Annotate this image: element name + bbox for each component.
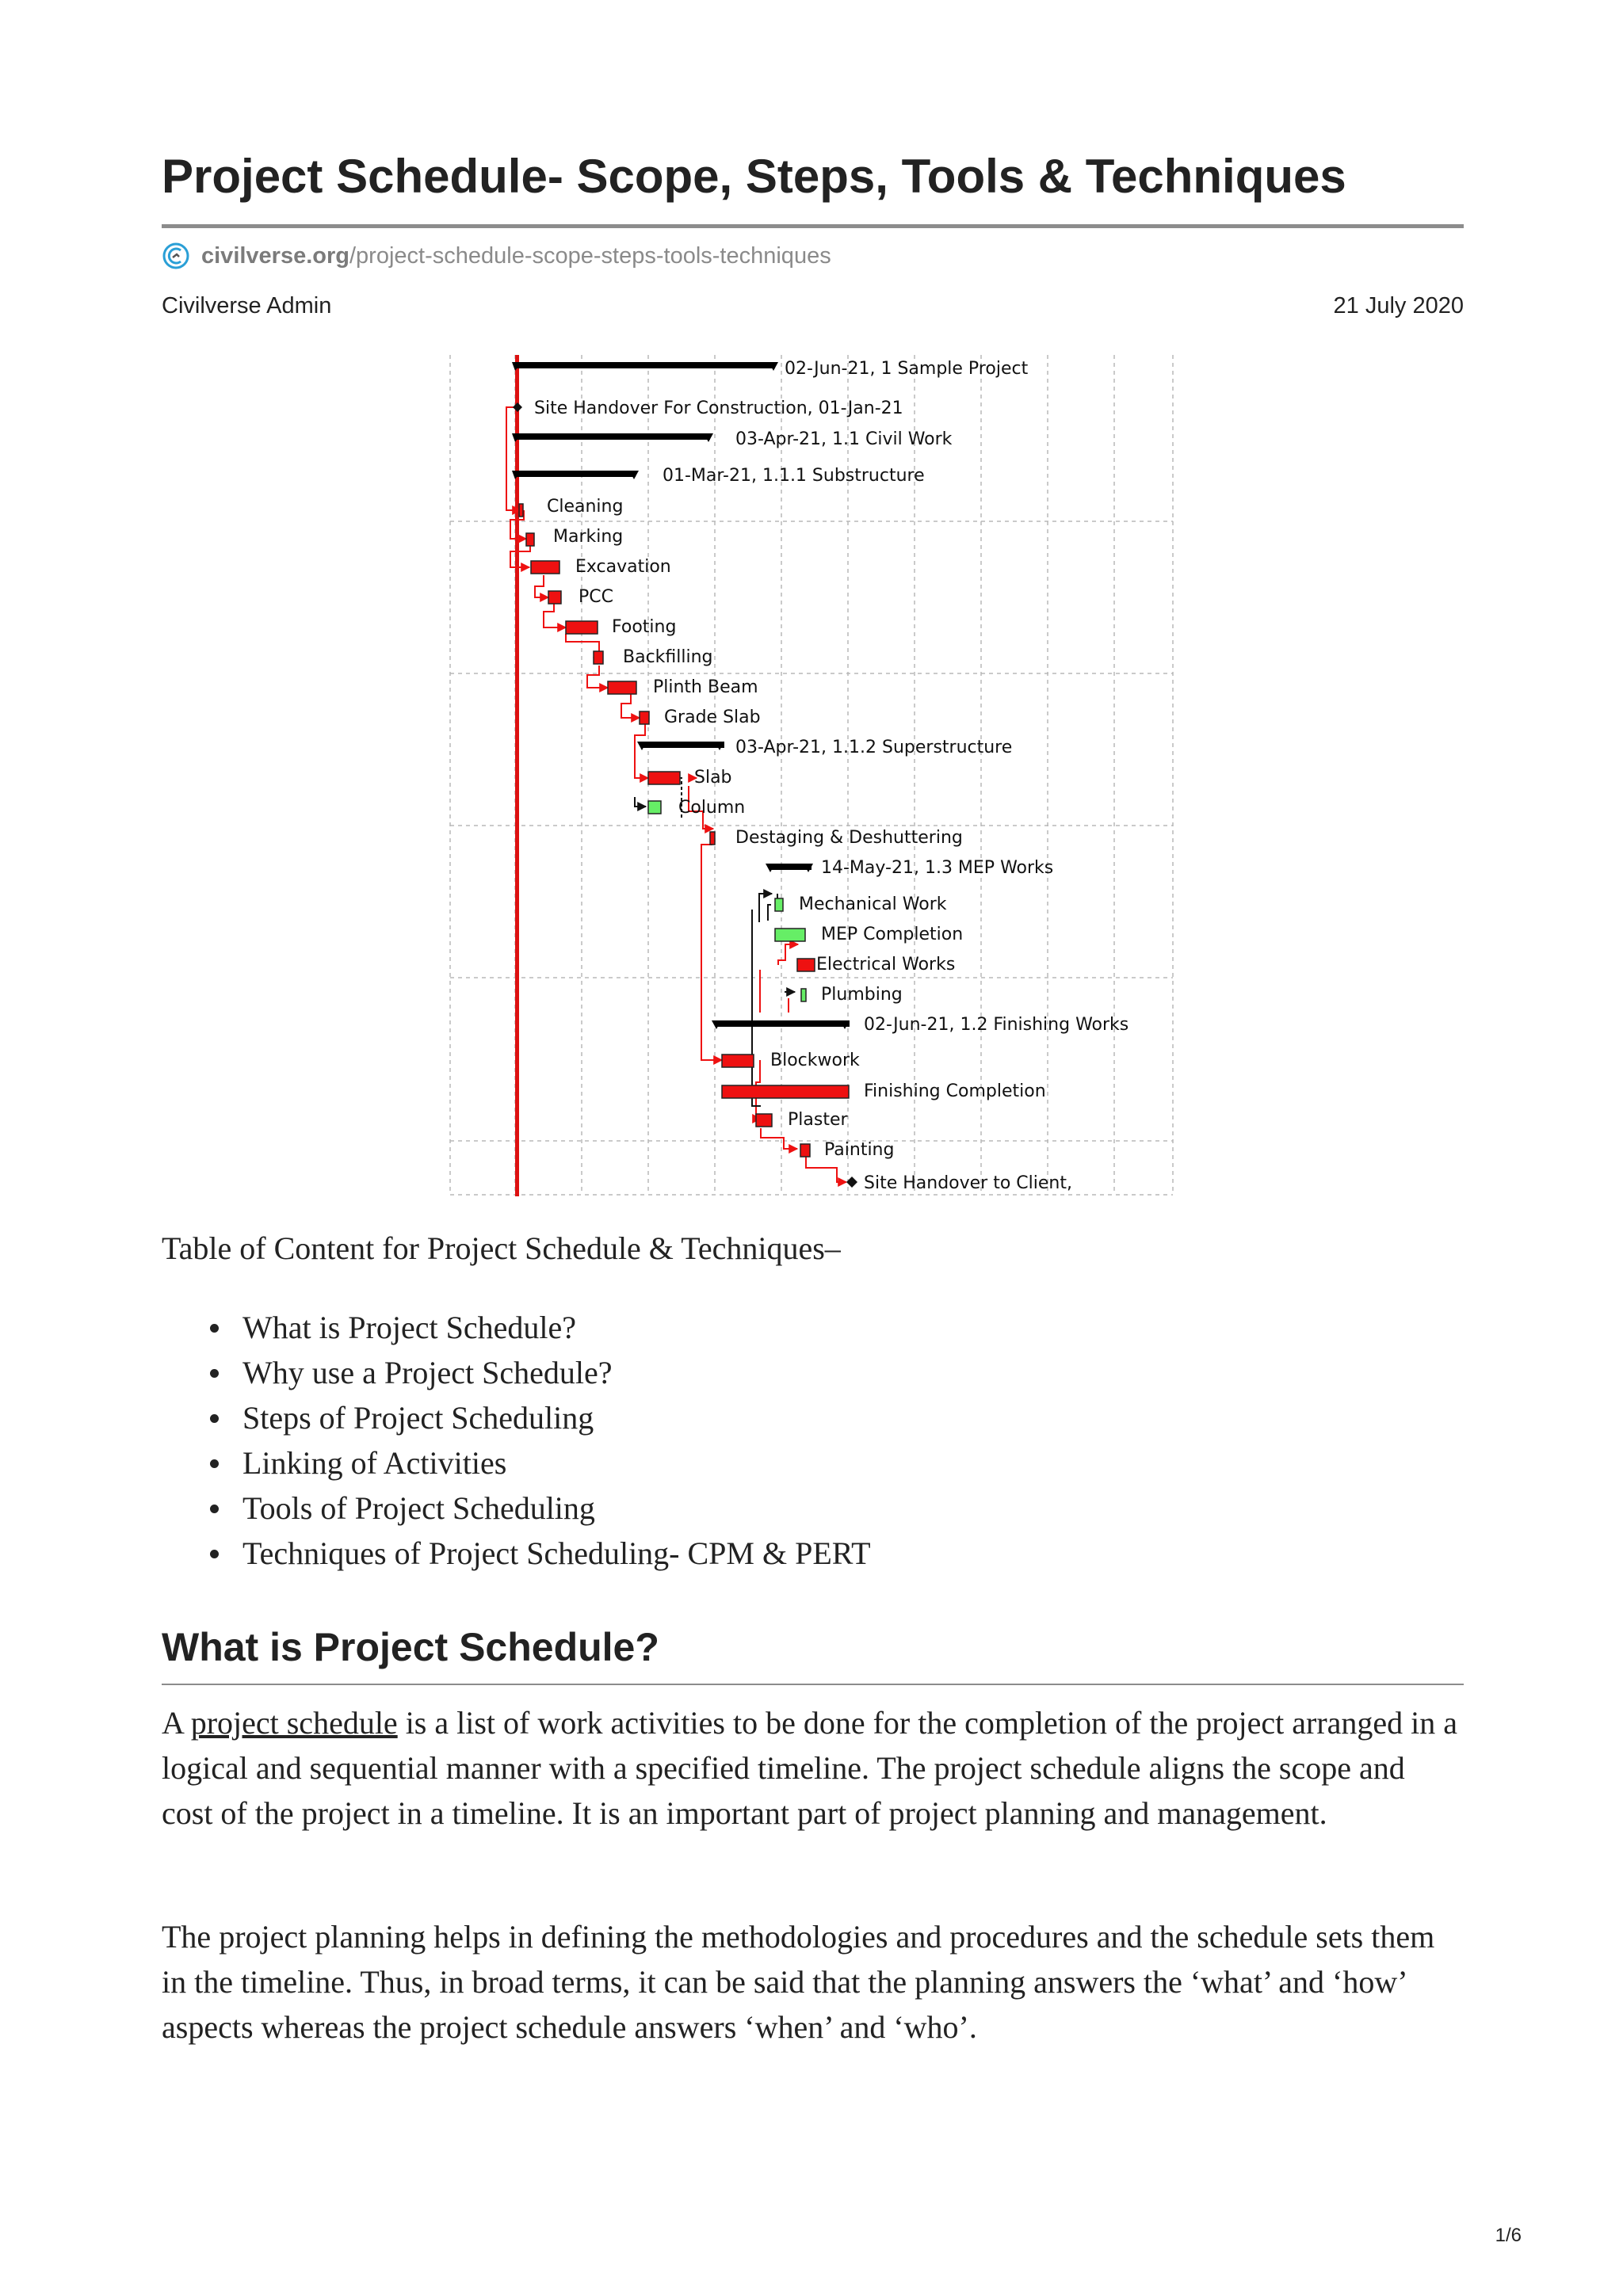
paragraph-text: is a list of work activities to be done for the completion of the project arranged in a logical and sequential manner with a specified timeline. The project schedule aligns the scope and cost of the project in a timeline. It is an important part of project planning and management. [162, 1705, 1458, 1831]
author: Civilverse Admin [162, 293, 332, 318]
bar-pcc [548, 591, 561, 604]
publish-date: 21 July 2020 [1333, 293, 1464, 318]
bar-mep-completion [775, 929, 805, 941]
bar-marking [526, 533, 534, 546]
gantt-label-blockwork: Blockwork [770, 1051, 860, 1070]
bar-electrical-works [797, 959, 815, 971]
paragraph-definition [162, 1700, 1461, 1836]
source-link[interactable] [162, 240, 831, 272]
gantt-label-superstructure: 03-Apr-21, 1.1.2 Superstructure [735, 738, 1013, 757]
gantt-label-mechanical-work: Mechanical Work [799, 894, 947, 914]
project-schedule-link[interactable]: project schedule [190, 1705, 398, 1741]
toc-item[interactable]: Steps of Project Scheduling [242, 1395, 871, 1440]
toc-title: Table of Content for Project Schedule & Techniques– [162, 1230, 841, 1266]
toc-item[interactable]: Linking of Activities [242, 1440, 871, 1486]
toc-list [242, 1305, 871, 1576]
gantt-label-plinth-beam: Plinth Beam [653, 677, 758, 697]
gantt-label-site-handover-construction: Site Handover For Construction, 01-Jan-21 [534, 399, 903, 418]
toc-item[interactable]: Tools of Project Scheduling [242, 1486, 871, 1531]
gantt-label-painting: Painting [824, 1140, 895, 1160]
bar-painting [800, 1144, 810, 1157]
gantt-label-marking: Marking [553, 527, 624, 547]
paragraph-planning: The project planning helps in defining the methodologies and procedures and the schedule sets them in the timeline. Thus, in broad terms, it can be said that the planning answers the ‘what’ and ‘how’ aspects whereas the project schedule answers ‘when’ and ‘who’. [162, 1919, 1435, 2045]
bar-blockwork [722, 1055, 754, 1067]
milestone-site-handover-construction [513, 402, 522, 412]
bar-excavation [531, 561, 559, 574]
gantt-label-mep-works: 14-May-21, 1.3 MEP Works [821, 858, 1054, 878]
section-divider [162, 1684, 1464, 1685]
toc-item[interactable]: What is Project Schedule? [242, 1305, 871, 1350]
bar-plaster [756, 1114, 772, 1127]
gantt-label-destaging: Destaging & Deshuttering [735, 828, 963, 848]
bar-plumbing [801, 989, 806, 1001]
bar-column [648, 801, 661, 814]
gantt-label-cleaning: Cleaning [547, 497, 624, 517]
bar-destaging [710, 832, 715, 845]
gantt-label-excavation: Excavation [575, 557, 671, 577]
bar-slab [648, 772, 680, 784]
gantt-label-slab: Slab [694, 768, 732, 788]
gantt-label-substructure: 01-Mar-21, 1.1.1 Substructure [663, 466, 925, 486]
today-line [515, 355, 519, 1196]
bar-mechanical-work [775, 898, 783, 911]
toc-item[interactable]: Why use a Project Schedule? [242, 1350, 871, 1395]
gantt-label-plumbing: Plumbing [821, 985, 903, 1005]
gantt-label-finishing-completion: Finishing Completion [864, 1081, 1046, 1101]
gantt-label-mep-completion: MEP Completion [821, 925, 964, 944]
bar-finishing-completion [722, 1085, 849, 1098]
bar-grade-slab [640, 711, 649, 724]
section-heading: What is Project Schedule? [162, 1625, 659, 1669]
milestone-site-handover-client [846, 1177, 857, 1188]
gantt-label-backfilling: Backfilling [623, 647, 713, 667]
page-number: 1/6 [1495, 2225, 1522, 2246]
gantt-label-footing: Footing [612, 617, 677, 637]
site-logo-icon [162, 242, 190, 270]
gantt-label-sample-project: 02-Jun-21, 1 Sample Project [785, 359, 1029, 379]
gantt-label-civil-work: 03-Apr-21, 1.1 Civil Work [735, 429, 953, 449]
gantt-chart-image [449, 355, 1174, 1196]
paragraph-prefix: A [162, 1705, 191, 1741]
gantt-label-pcc: PCC [579, 587, 613, 607]
toc-item[interactable]: Techniques of Project Scheduling- CPM & PERT [242, 1531, 871, 1576]
bar-cleaning [519, 504, 523, 517]
page-title: Project Schedule- Scope, Steps, Tools & Techniques [162, 150, 1346, 203]
source-domain: civilverse.org [201, 242, 349, 269]
gantt-label-electrical-works: Electrical Works [816, 955, 956, 974]
bar-plinth-beam [608, 681, 636, 694]
bar-footing [566, 621, 598, 634]
gantt-label-plaster: Plaster [788, 1110, 848, 1130]
title-divider [162, 224, 1464, 228]
gantt-label-finishing-works: 02-Jun-21, 1.2 Finishing Works [864, 1015, 1129, 1035]
gantt-label-column: Column [678, 798, 746, 818]
source-path: /project-schedule-scope-steps-tools-techniques [349, 242, 831, 269]
gantt-label-grade-slab: Grade Slab [664, 707, 761, 727]
gantt-label-site-handover-client: Site Handover to Client, [864, 1173, 1072, 1193]
bar-backfilling [594, 651, 603, 664]
